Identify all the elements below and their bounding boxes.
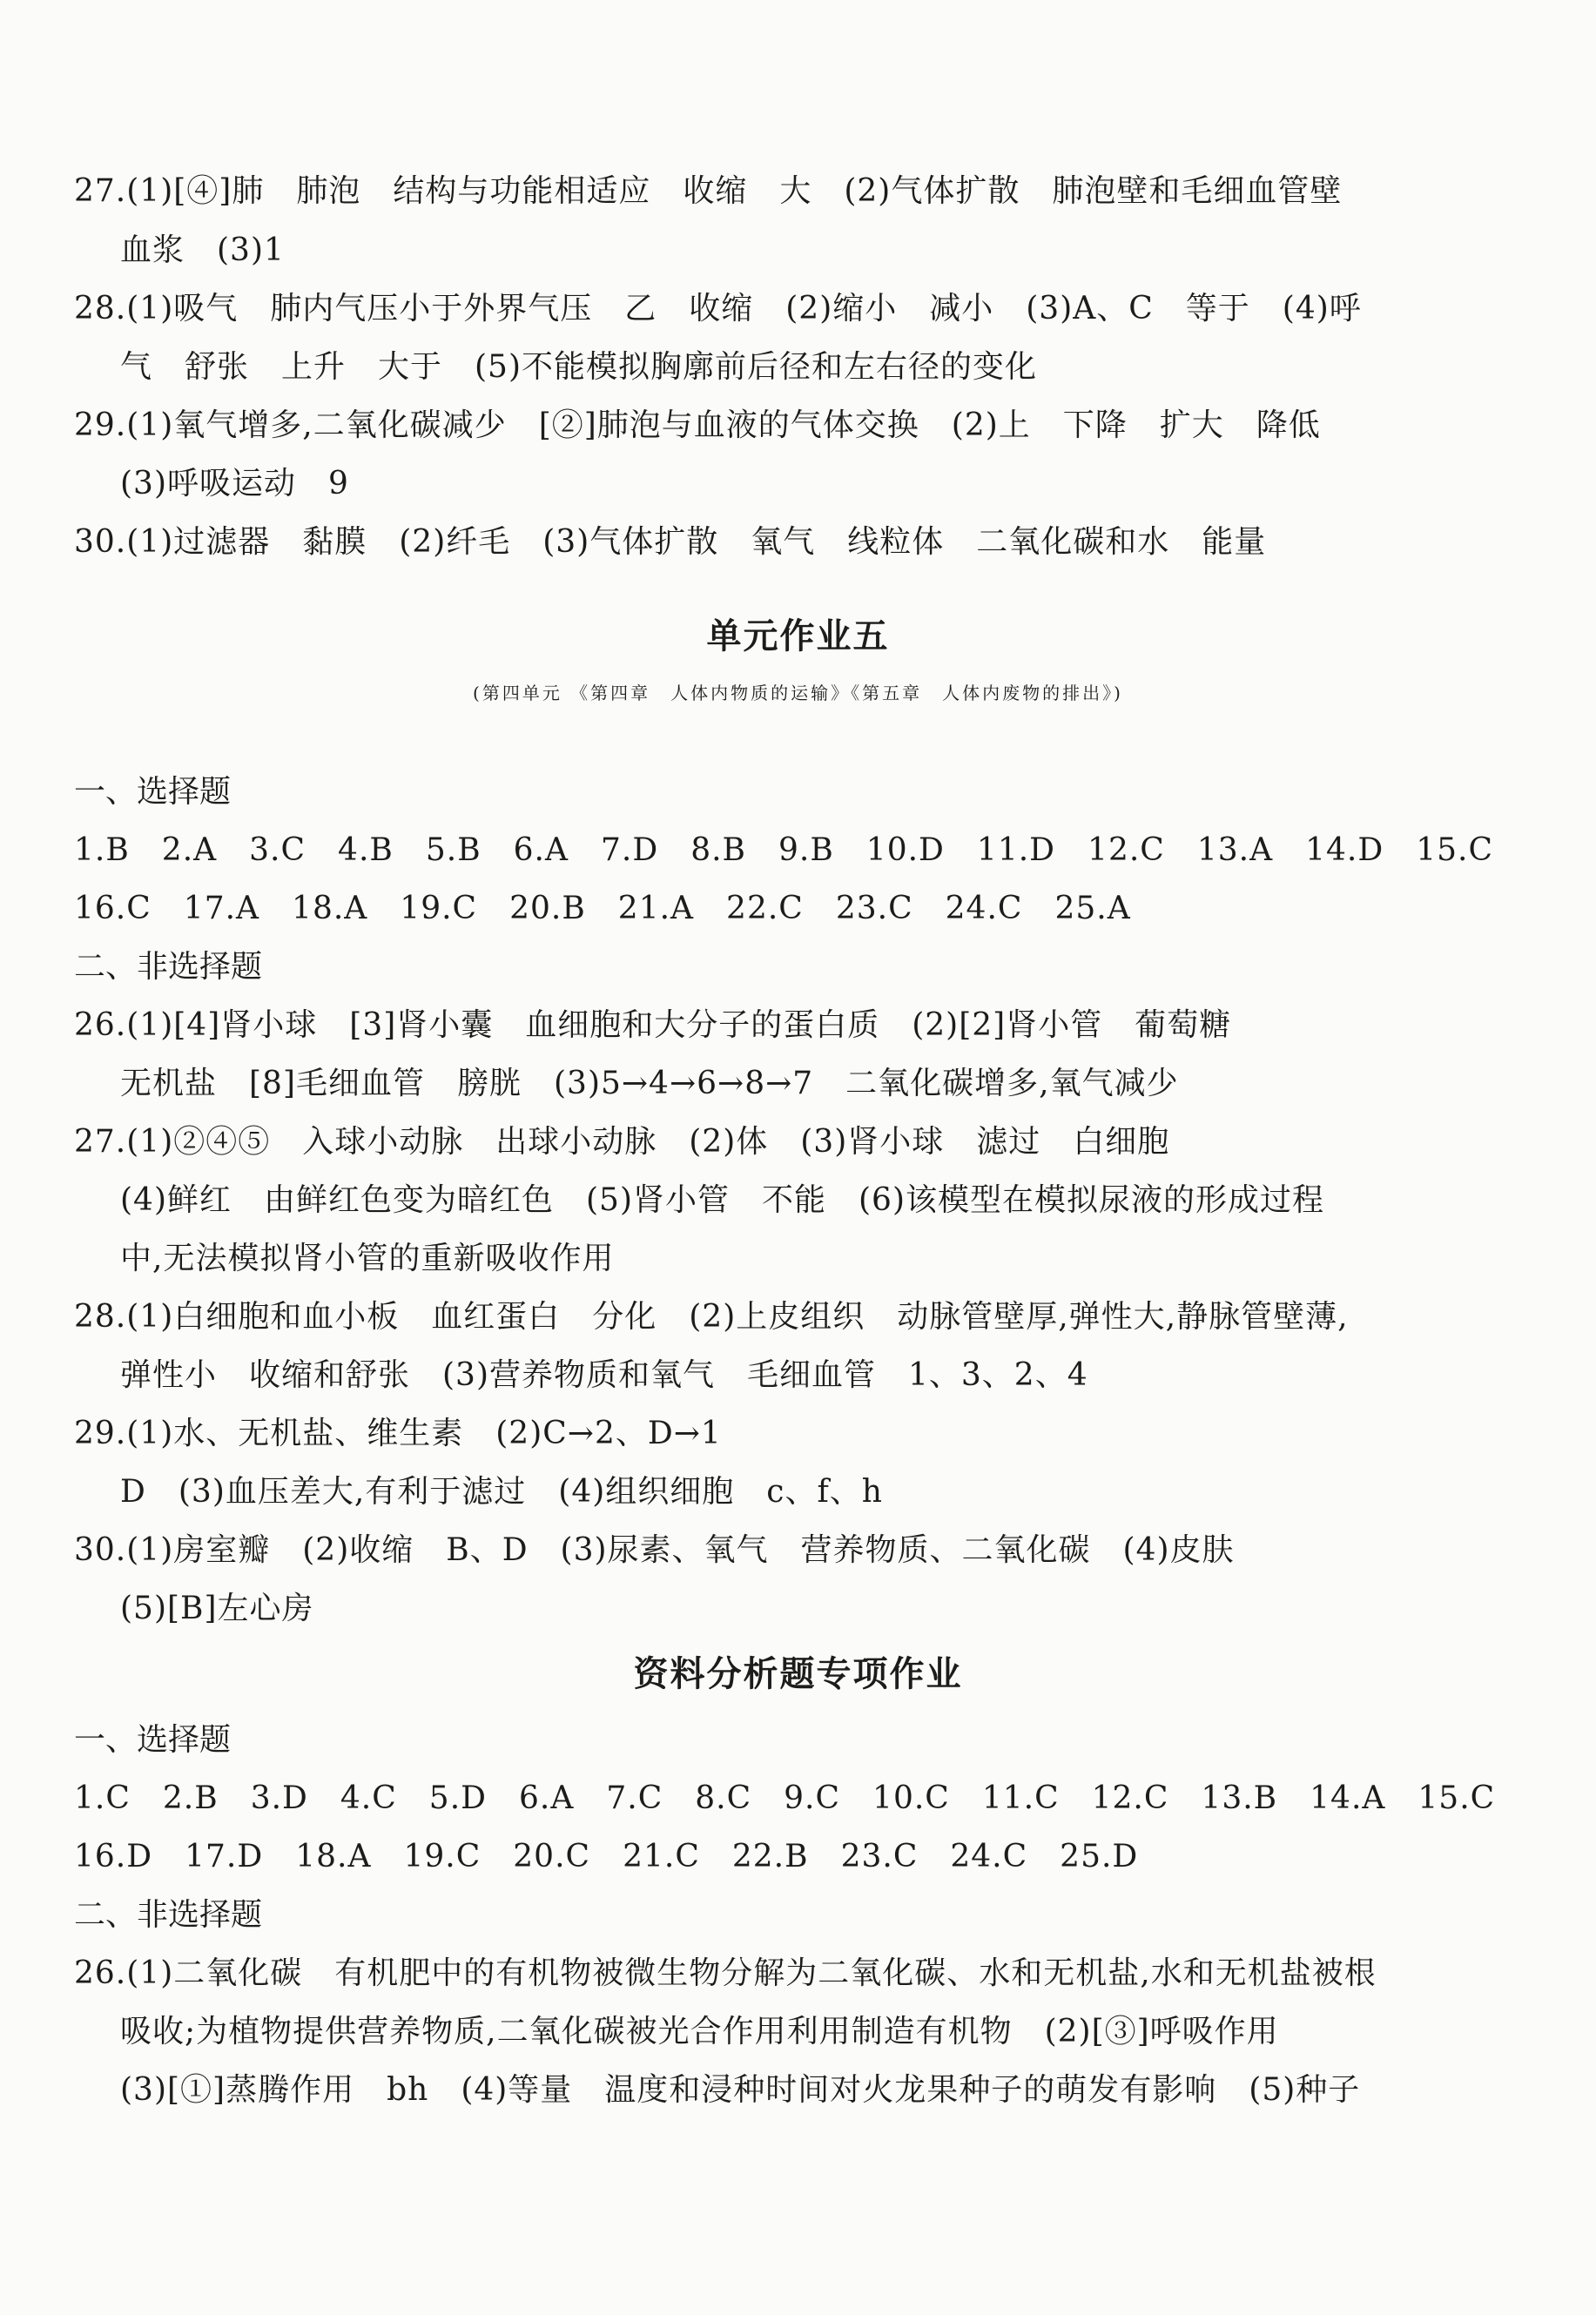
non-multiple-choice-header: 二、非选择题: [74, 1897, 263, 1933]
answer-line: 26.(1)二氧化碳 有机肥中的有机物被微生物分解为二氧化碳、水和无机盐,水和无机盐被根: [74, 1955, 1377, 1991]
answer-line: 28.(1)吸气 肺内气压小于外界气压 乙 收缩 (2)缩小 减小 (3)A、C 等于 (4)呼: [74, 291, 1362, 326]
answer-line: 29.(1)水、无机盐、维生素 (2)C→2、D→1: [74, 1416, 722, 1451]
answer-line: 30.(1)过滤器 黏膜 (2)纤毛 (3)气体扩散 氧气 线粒体 二氧化碳和水 能量: [74, 524, 1267, 560]
answer-line: 28.(1)白细胞和血小板 血红蛋白 分化 (2)上皮组织 动脉管壁厚,弹性大,静脉管壁薄,: [74, 1299, 1349, 1335]
answer-line: 27.(1)②④⑤ 入球小动脉 出球小动脉 (2)体 (3)肾小球 滤过 白细胞: [74, 1124, 1170, 1160]
multiple-choice-header: 一、选择题: [74, 1722, 232, 1758]
answer-line: 29.(1)氧气增多,二氧化碳减少 [②]肺泡与血液的气体交换 (2)上 下降 扩大 降低: [74, 407, 1321, 443]
answer-line: 27.(1)[④]肺 肺泡 结构与功能相适应 收缩 大 (2)气体扩散 肺泡壁和毛细血管壁: [74, 173, 1343, 209]
answer-line: 血浆 (3)1: [120, 232, 285, 268]
answer-line: D (3)血压差大,有利于滤过 (4)组织细胞 c、f、h: [120, 1474, 883, 1510]
answer-line: 26.(1)[4]肾小球 [3]肾小囊 血细胞和大分子的蛋白质 (2)[2]肾小管 葡萄糖: [74, 1007, 1232, 1043]
answer-line: 1.B 2.A 3.C 4.B 5.B 6.A 7.D 8.B 9.B 10.D 11.D 12.C 13.A 14.D 15.C: [74, 832, 1493, 868]
answer-line: (3)呼吸运动 9: [120, 466, 349, 501]
multiple-choice-header: 一、选择题: [74, 774, 232, 810]
answer-line: (4)鲜红 由鲜红色变为暗红色 (5)肾小管 不能 (6)该模型在模拟尿液的形成过程: [120, 1182, 1324, 1218]
answer-line: 30.(1)房室瓣 (2)收缩 B、D (3)尿素、氧气 营养物质、二氧化碳 (4)皮肤: [74, 1532, 1235, 1568]
answer-line: (5)[B]左心房: [120, 1591, 314, 1626]
answer-line: 无机盐 [8]毛细血管 膀胱 (3)5→4→6→8→7 二氧化碳增多,氧气减少: [120, 1066, 1179, 1101]
non-multiple-choice-header: 二、非选择题: [74, 949, 263, 985]
answer-line: 中,无法模拟肾小管的重新吸收作用: [120, 1241, 615, 1276]
section-subtitle: (第四单元 《第四章 人体内物质的运输》《第五章 人体内废物的排出》): [473, 683, 1123, 703]
answer-line: 16.D 17.D 18.A 19.C 20.C 21.C 22.B 23.C 24.C 25.D: [74, 1839, 1139, 1874]
section-title: 资料分析题专项作业: [633, 1654, 963, 1694]
answer-line: 16.C 17.A 18.A 19.C 20.B 21.A 22.C 23.C 24.C 25.A: [74, 891, 1131, 926]
answer-line: (3)[①]蒸腾作用 bh (4)等量 温度和浸种时间对火龙果种子的萌发有影响 (5)种子: [120, 2072, 1361, 2108]
section-title: 单元作业五: [706, 616, 890, 656]
answer-line: 吸收;为植物提供营养物质,二氧化碳被光合作用利用制造有机物 (2)[③]呼吸作用: [120, 2014, 1279, 2049]
answer-line: 气 舒张 上升 大于 (5)不能模拟胸廓前后径和左右径的变化: [120, 349, 1037, 385]
answer-line: 1.C 2.B 3.D 4.C 5.D 6.A 7.C 8.C 9.C 10.C 11.C 12.C 13.B 14.A 15.C: [74, 1780, 1496, 1816]
answer-line: 弹性小 收缩和舒张 (3)营养物质和氧气 毛细血管 1、3、2、4: [120, 1357, 1088, 1393]
